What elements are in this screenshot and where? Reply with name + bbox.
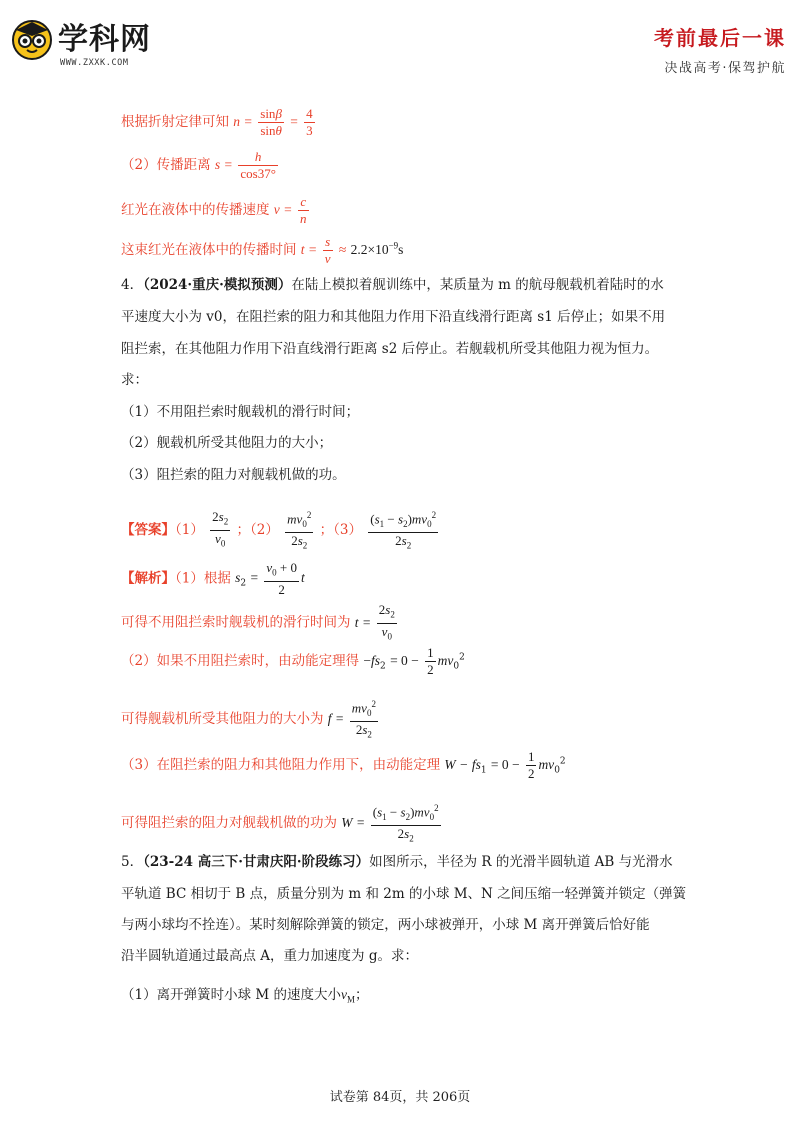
q4-source: （2024·重庆·模拟预测） (143, 277, 292, 293)
logo-url: WWW.ZXXK.COM (60, 58, 129, 68)
line-2-text: （2）如果不用阻拦索时，由动能定理得 (121, 653, 360, 669)
q4-analysis-t: 可得不用阻拦索时舰载机的滑行时间为 t = $\frac{2s_2}{v_0}$ (121, 602, 395, 642)
speed-prefix: 红光在液体中的传播速度 (121, 202, 270, 218)
q5-sub1: （1）离开弹簧时小球 M 的速度大小$v_M$； (121, 987, 369, 1005)
q4-stem1-text: 在陆上模拟着舰训练中，某质量为 m 的航母舰载机着陆时的水 (291, 277, 664, 293)
q4-analysis-2: （2）如果不用阻拦索时，由动能定理得 $-fs_2 = 0$ − $\frac{1}{2}$ $mv_0^2$ (121, 645, 465, 677)
distance-line: （2）传播距离 s = $\frac{h}{\cos 37^\circ}$ (121, 149, 276, 181)
line-w-text: 可得阻拦索的阻力对舰载机做的功为 (121, 814, 337, 831)
q5-stem-line4: 沿半圆轨道通过最高点 A，重力加速度为 g。求： (121, 948, 418, 964)
q4-sub3: （3）阻拦索的阻力对舰载机做的功。 (121, 467, 346, 483)
line-3-text: （3）在阻拦索的阻力和其他阻力作用下，由动能定理 (121, 757, 441, 773)
slogan (654, 22, 786, 76)
page-footer: 试卷第 84页，共 206页 (329, 1090, 471, 1105)
refraction-line: 根据折射定律可知 n = $\frac{\sin\beta}{\sin\theta}$ = $\frac{4}{3}$ (121, 106, 313, 138)
q5-stem-line3: 与两小球均不拴连）。某时刻解除弹簧的锁定，两小球被弹开，小球 M 离开弹簧后恰好能 (121, 917, 650, 933)
analysis-p1: （1）根据 (175, 570, 231, 587)
part2-prefix: （2）传播距离 (121, 157, 211, 173)
q5-sub1-text: （1）离开弹簧时小球 M 的速度大小 (121, 987, 341, 1003)
q4-sub2: （2）舰载机所受其他阻力的大小； (121, 435, 333, 451)
time-prefix: 这束红光在液体中的传播时间 (121, 242, 297, 258)
q4-sub1: （1）不用阻拦索时舰载机的滑行时间； (121, 404, 360, 420)
q4-number: 4． (121, 277, 144, 293)
analysis-tag: 【解析】 (121, 570, 175, 587)
answer-tag: 【答案】 (121, 521, 175, 538)
q4-analysis-1: 【解析】（1）根据 $s_2$ = $\frac{v_0 + 0}{2}$ t (121, 560, 305, 597)
speed-line: 红光在液体中的传播速度 v = $\frac{c}{n}$ (121, 194, 307, 226)
answer-p3: ；（3） (319, 521, 362, 538)
q5-source: （23-24 高三下·甘肃庆阳·阶段练习） (143, 854, 370, 870)
q5-stem1-text: 如图所示，半径为 R 的光滑半圆轨道 AB 与光滑水 (369, 854, 673, 870)
q4-answer: 【答案】（1） $\frac{2s_2}{v_0}$ ；（2） $\frac{mv_0^2}{2s_2}$ ；（3） $\frac{(s_1 - s_2)mv_0^2}{2s_2}$ (121, 507, 440, 554)
owl-logo-icon (10, 16, 54, 60)
line-t-text: 可得不用阻拦索时舰载机的滑行时间为 (121, 614, 351, 631)
page-header (0, 0, 800, 80)
q4-analysis-f: 可得舰载机所受其他阻力的大小为 f = $\frac{mv_0^2}{2s_2}$ (121, 696, 380, 743)
refraction-prefix: 根据折射定律可知 (121, 114, 229, 130)
q4-stem-line1 (121, 275, 664, 295)
logo-text: 学科网 (58, 22, 151, 57)
q5-number: 5． (121, 854, 144, 870)
q4-stem-line4: 求： (121, 372, 148, 388)
time-line: 这束红光在液体中的传播时间 t = $\frac{s}{v}$ ≈ $2.2\times 10^{-9}s$ (121, 234, 404, 266)
q5-stem-line2: 平轨道 BC 相切于 B 点，质量分别为 m 和 2m 的小球 M、N 之间压缩一轻弹簧并锁定（弹簧 (121, 886, 687, 902)
time-unit: s (398, 242, 404, 257)
slogan-main: 考前最后一课 (654, 26, 786, 50)
q4-analysis-w: 可得阻拦索的阻力对舰载机做的功为 W = $\frac{(s_1 - s_2)mv_0^2}{2s_2}$ (121, 800, 443, 847)
time-value: 2.2×10 (350, 242, 389, 257)
answer-p2: ；（2） (236, 521, 279, 538)
line-f-text: 可得舰载机所受其他阻力的大小为 (121, 710, 324, 727)
q4-analysis-3: （3）在阻拦索的阻力和其他阻力作用下，由动能定理 $W - fs_1 = 0$ − $\frac{1}{2}$ $mv_0^2$ (121, 749, 566, 781)
q4-stem-line3: 阻拦索，在其他阻力作用下沿直线滑行距离 s2 后停止。若舰载机所受其他阻力视为恒力。 (121, 341, 659, 357)
zxxk-logo (10, 12, 180, 74)
slogan-sub: 决战高考·保驾护航 (664, 61, 786, 76)
q5-stem-line1 (121, 852, 673, 872)
q4-stem-line2: 平速度大小为 v0，在阻拦索的阻力和其他阻力作用下沿直线滑行距离 s1 后停止；如果不用 (121, 309, 666, 325)
time-exp: −9 (388, 240, 399, 251)
answer-p1: （1） (175, 521, 204, 538)
